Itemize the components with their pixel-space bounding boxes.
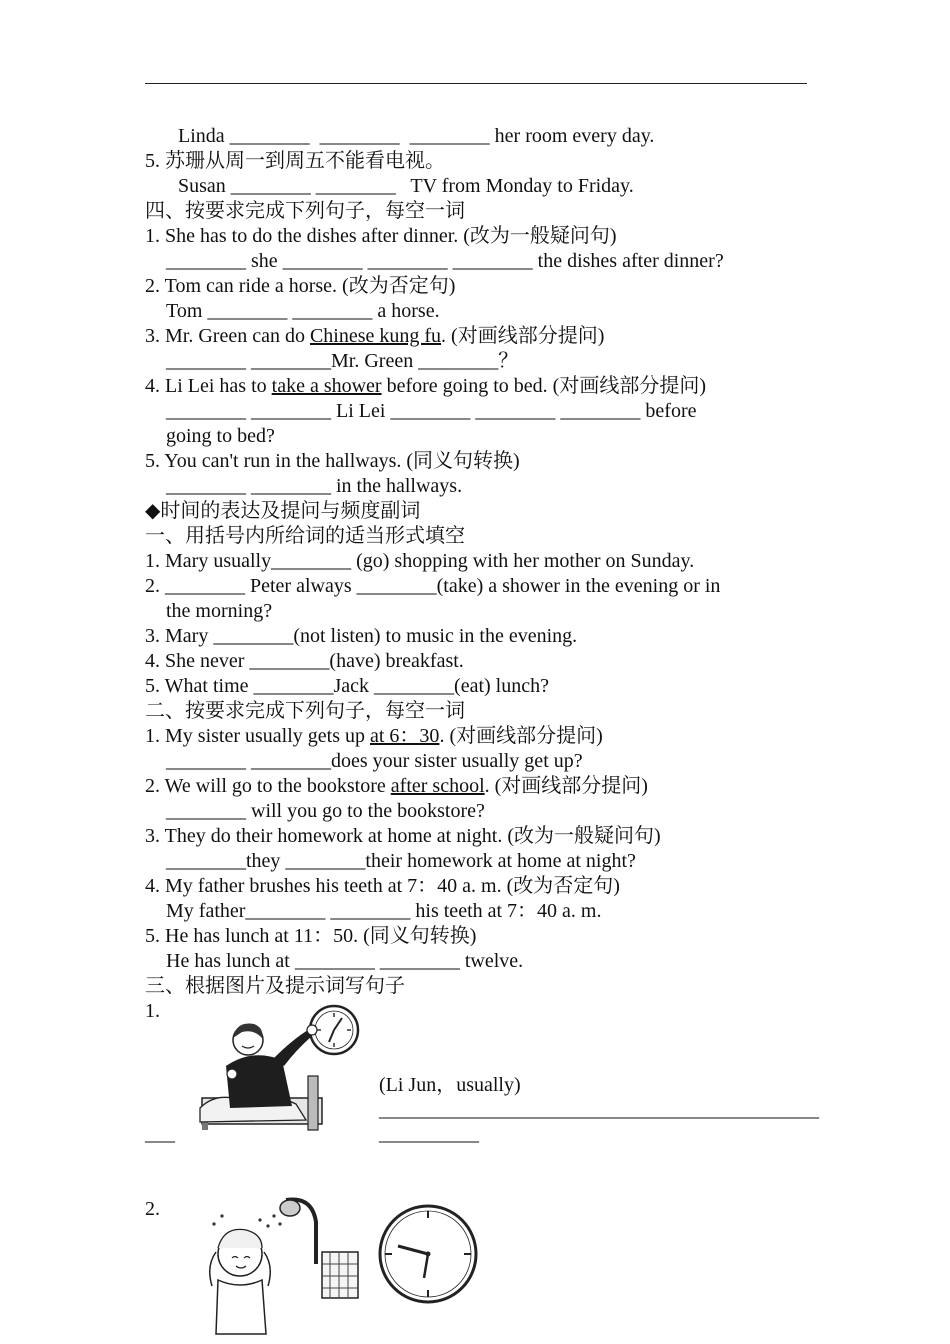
p2-q4-answer: My father________ ________ his teeth at 7：40 a. m. bbox=[166, 900, 602, 922]
s4-q3-answer: ________ ________Mr. Green ________？ bbox=[166, 350, 519, 372]
p2-q4: 4. My father brushes his teeth at 7：40 a. m. (改为否定句) bbox=[145, 875, 620, 897]
underlined-phrase: take a shower bbox=[271, 375, 382, 397]
p1-q4: 4. She never ________(have) breakfast. bbox=[145, 650, 464, 672]
p1-q3: 3. Mary ________(not listen) to music in the evening. bbox=[145, 625, 578, 647]
s4-q4-answer-cont: going to bed? bbox=[166, 425, 275, 447]
p3-q1-answer-line: ____________________________________________ bbox=[379, 1099, 819, 1121]
s4-q5: 5. You can't run in the hallways. (同义句转换) bbox=[145, 450, 520, 472]
p2-q3: 3. They do their homework at home at night. (改为一般疑问句) bbox=[145, 825, 661, 847]
boy-showering-illustration bbox=[188, 1194, 488, 1344]
s4-q1: 1. She has to do the dishes after dinner. (改为一般疑问句) bbox=[145, 225, 617, 247]
part-3-heading: 三、根据图片及提示词写句子 bbox=[145, 975, 405, 997]
s4-q4: 4. Li Lei has to take a shower before going to bed. (对画线部分提问) bbox=[145, 375, 706, 397]
p3-q1-answer-tail: ___ bbox=[145, 1123, 175, 1145]
part-2-heading: 二、按要求完成下列句子，每空一词 bbox=[145, 700, 465, 722]
section-4-heading: 四、按要求完成下列句子，每空一词 bbox=[145, 200, 465, 222]
p3-q1-number: 1. bbox=[145, 1000, 160, 1022]
p2-q3-answer: ________they ________their homework at home at night? bbox=[166, 850, 636, 872]
p1-q2: 2. ________ Peter always ________(take) a shower in the evening or in bbox=[145, 575, 721, 597]
underlined-phrase: at 6：30 bbox=[370, 725, 440, 747]
p1-q2-cont: the morning? bbox=[166, 600, 273, 622]
header-rule bbox=[145, 83, 807, 84]
s4-q3: 3. Mr. Green can do Chinese kung fu. (对画线部分提问) bbox=[145, 325, 605, 347]
p2-q2: 2. We will go to the bookstore after school. (对画线部分提问) bbox=[145, 775, 648, 797]
p3-q1-hint: (Li Jun，usually) bbox=[379, 1074, 521, 1096]
question-5-chinese: 5. 苏珊从周一到周五不能看电视。 bbox=[145, 150, 445, 172]
underlined-phrase: after school bbox=[390, 775, 485, 797]
shower-head-icon bbox=[280, 1200, 300, 1216]
topic-heading: ◆时间的表达及提问与频度副词 bbox=[145, 500, 421, 522]
line-susan: Susan ________ ________ TV from Monday to Friday. bbox=[178, 175, 634, 197]
p2-q1: 1. My sister usually gets up at 6：30. (对画线部分提问) bbox=[145, 725, 603, 747]
p1-q1: 1. Mary usually________ (go) shopping with her mother on Sunday. bbox=[145, 550, 695, 572]
p2-q5: 5. He has lunch at 11：50. (同义句转换) bbox=[145, 925, 477, 947]
s4-q5-answer: ________ ________ in the hallways. bbox=[166, 475, 463, 497]
s4-q2-answer: Tom ________ ________ a horse. bbox=[166, 300, 440, 322]
line-linda: Linda ________ ________ ________ her room every day. bbox=[178, 125, 655, 147]
p2-q5-answer: He has lunch at ________ ________ twelve. bbox=[166, 950, 524, 972]
part-1-heading: 一、用括号内所给词的适当形式填空 bbox=[145, 525, 465, 547]
boy-getting-up-illustration bbox=[196, 1000, 366, 1135]
p3-q2-number: 2. bbox=[145, 1198, 160, 1220]
p1-q5: 5. What time ________Jack ________(eat) lunch? bbox=[145, 675, 549, 697]
s4-q2: 2. Tom can ride a horse. (改为否定句) bbox=[145, 275, 456, 297]
s4-q1-answer: ________ she ________ ________ ________ the dishes after dinner? bbox=[166, 250, 724, 272]
p3-q1-answer-line-2: __________ bbox=[379, 1123, 479, 1145]
p2-q1-answer: ________ ________does your sister usually get up? bbox=[166, 750, 583, 772]
s4-q4-answer: ________ ________ Li Lei ________ ________ ________ before bbox=[166, 400, 697, 422]
p2-q2-answer: ________ will you go to the bookstore? bbox=[166, 800, 485, 822]
underlined-phrase: Chinese kung fu bbox=[309, 325, 442, 347]
towel-icon bbox=[322, 1252, 358, 1298]
